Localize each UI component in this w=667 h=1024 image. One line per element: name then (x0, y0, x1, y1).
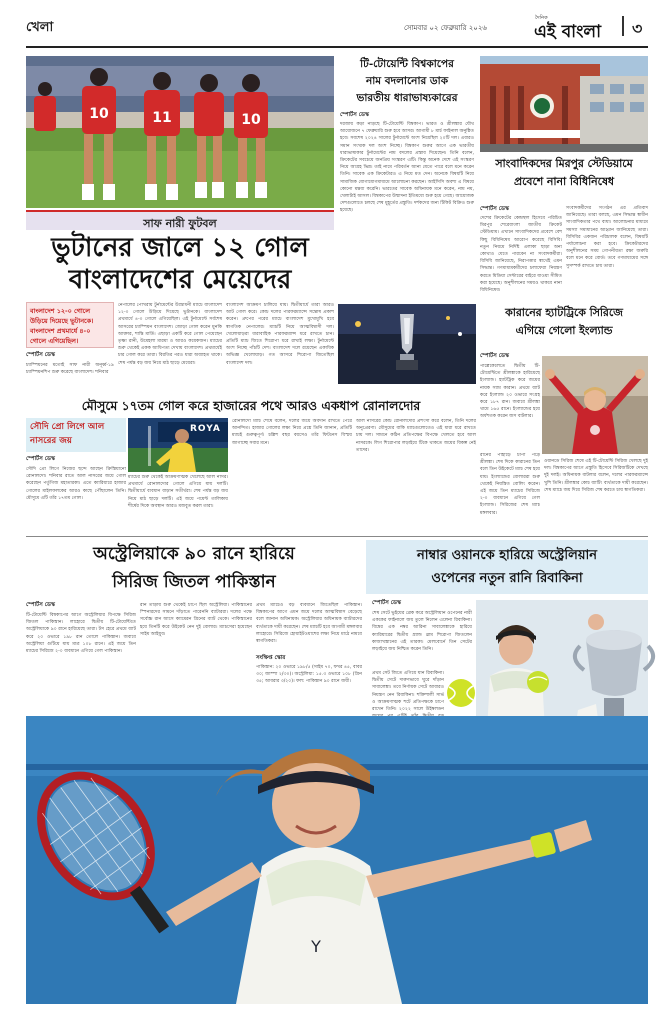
ronaldo-body-3: রোনালদো ম্যাচ শেষে বলেন, দলের জয়ে অবদান রাখতে পেরে আনন্দিত। হাজার গোলের লক্ষ্য নিয়ে প্রশ্নে তিনি জানান, প্রতিটি ম্যাচই গুরুত্বপূর্ণ। চল্লিশ বছর বয়সেও তাঁর ফিটনেস বিস্ময় জাগাচ্ছে সবার মনে। (232, 419, 352, 446)
saff-highlight-box (26, 302, 114, 348)
svg-text:10: 10 (241, 112, 261, 128)
brand-logo: এই বাংলা (534, 22, 601, 42)
rybakina-headline-line-1: নাম্বার ওয়ানকে হারিয়ে অস্ট্রেলিয়ান (416, 548, 598, 563)
pakistan-body-3: প্রথম ম্যাচেও বড় ব্যবধানে জিতেছিল পাকিস্তান। বিশ্বকাপের আগে এমন জয়ে দলের আত্মবিশ্বাস বেড়েছে বলে জানান অধিনায়ক। অস্ট্রেলিয়ার অধিনায়ক ব্যাটারদের ব্যর্থতাকে দায়ী করেছেন। শেষ ম্যাচটি হবে আগামী মঙ্গলবার লাহোরে। সিরিজে হোয়াইটওয়াশের লক্ষ্য নিয়ে মাঠে নামবে স্বাগতিকরা। (256, 603, 362, 645)
saff-body-left: চ্যাম্পিয়নের মতোই সাফ নারী অনূর্ধ্ব-১৯ চ্যাম্পিয়নশিপ শুরু করেছে বাংলাদেশ। শনিবার (26, 363, 114, 376)
england-headline-line-1: কারানের হ্যাটট্রিকে সিরিজে (505, 306, 623, 319)
ronaldo-body-4: আল নাসরের কোচ রোনালদোর প্রশংসা করে বলেন, তিনি দলের অনুপ্রেরণা। মৌসুমের বাকি ম্যাচগুলোতেও এই ধারা ধরে রাখতে চায় দল। সামনে কঠিন প্রতিপক্ষের বিপক্ষে খেলতে হবে আল নাসরকে। লিগ শিরোপার লড়াইয়ে টিকে থাকতে জয়ের বিকল্প নেই তাদের। (356, 419, 476, 453)
saff-highlight-line: গোলে এগিয়েছিল। (30, 337, 79, 345)
england-headline (480, 304, 648, 344)
saff-headline-line-2: বাংলাদেশের মেয়েদের (68, 265, 292, 295)
saff-body-mid: নেপালের পোখরায় টুর্নামেন্টের উদ্বোধনী ম্যাচে বাংলাদেশ ১২-০ গোলে উড়িয়ে দিয়েছে ভুটানকে। বাংলাদেশ প্রথমার্ধে ৪-০ গোলে এগিয়েছিল। এই টুর্নামেন্টে সর্বশেষ আসরের চ্যাম্পিয়ন বাংলাদেশ। জোড়া গোল করেন মুনকি আক্তার, শান্তি মার্ডি। এছাড়া একটি করে গোল পেয়েছেন তৃষ্ণা রানী, উমেহলা মারমা ও আরও কয়েকজন। ম্যাচের শুরু থেকেই একক আধিপত্য দেখায় বাংলাদেশ। প্রথমার্ধেই চার গোল করে তারা। বিরতির পরও ধারা অব্যাহত থাকে। শেষ পর্যন্ত বড় জয় নিয়ে মাঠ ছাড়ে মেয়েরা। (118, 303, 222, 366)
england-body-3: ওয়ানডে সিরিজ শেষে এই টি-টোয়েন্টি সিরিজ খেলছে দুই দল। বিশ্বকাপের আগে প্রস্তুতি হিসেবে সিরিজটিকে দেখছে দুই দলই। অধিনায়ক বাটলার বলেন, দলের পারফরম্যান্সে খুশি তিনি। শ্রীলঙ্কার কোচ ব্যাটিং ব্যর্থতাকে দায়ী করেছেন। শেষ ম্যাচে জয় দিয়ে সিরিজ শেষ করতে চায় স্বাগতিকরা। (544, 459, 648, 493)
t20-byline: স্পোর্টস ডেস্ক (340, 112, 369, 118)
ronaldo-photo (128, 418, 228, 472)
saff-kicker-bar (26, 210, 334, 230)
pakistan-body-1: টি-টোয়েন্টি বিশ্বকাপের আগে অস্ট্রেলিয়ার বিপক্ষে সিরিজ জিতল পাকিস্তান। লাহোরে দ্বিতীয় টি-টোয়েন্টিতে অস্ট্রেলিয়াকে ৯০ রানে হারিয়েছে তারা। টস হেরে প্রথমে ব্যাট করে ২০ ওভারে ১৯৮ রান তোলে পাকিস্তান। জবাবে অস্ট্রেলিয়া গুটিয়ে যায় মাত্র ১০৮ রানে। এই জয়ে তিন ম্যাচের সিরিজে ২-০ ব্যবধানে এগিয়ে গেল পাকিস্তান। (26, 613, 136, 655)
page-number: ৩ (632, 19, 643, 38)
ronaldo-byline: স্পোর্টস ডেস্ক (26, 456, 55, 462)
pakistan-scoreboard-title: সংক্ষিপ্ত স্কোর (256, 655, 286, 661)
pakistan-headline-line-2: সিরিজ জিতল পাকিস্তান (112, 572, 276, 592)
svg-text:10: 10 (89, 106, 109, 122)
svg-text:11: 11 (152, 110, 172, 126)
mirpur-byline: স্পোর্টস ডেস্ক (480, 206, 509, 212)
rybakina-body-1: শেষ সেটে ভুইয়ের ব্রেক করে অস্ট্রেলিয়ান ওপেনের নারী এককের ফাইনালে জয় তুলে নিলেন এলেনা রিবাকিনা। বিশ্বের এক নম্বর আরিনা সাবালেঙ্কাকে হারিয়ে ক্যারিয়ারের দ্বিতীয় গ্র্যান্ড স্লাম শিরোপা জিতলেন কাজাখস্তানের এই তারকা। মেলবোর্নে তিন সেটের লড়াইয়ে জয় নিশ্চিত করেন তিনি। (372, 611, 472, 653)
rybakina-headline-line-2: ওপেনের নতুন রানি রিবাকিনা (431, 571, 583, 586)
england-headline-line-2: এগিয়ে গেলো ইংল্যান্ড (515, 324, 613, 337)
rybakina-byline: স্পোর্টস ডেস্ক (372, 600, 401, 606)
saff-headline (26, 232, 334, 298)
curran-photo (542, 356, 648, 454)
mirpur-headline-line-2: প্রবেশে নানা বিধিনিষেধ (514, 175, 614, 188)
trophy-photo (338, 304, 476, 384)
saff-highlight-line: বাংলাদেশ ১২-০ গোলে (30, 307, 91, 315)
ronaldo-kicker-box (26, 418, 126, 452)
pakistan-body-2: রান তাড়ায় শুরু থেকেই চাপে ছিল অস্ট্রেলিয়া। পাকিস্তানের স্পিনারদের সামনে দাঁড়াতে পারেননি ব্যাটাররা। দলের পক্ষে সর্বোচ্চ রান আসে ক্যামেরন গ্রিনের ব্যাট থেকে। পাকিস্তানের হয়ে তিনটি করে উইকেট নেন দুই বোলার। ম্যাচসেরা হয়েছেন সাইম আইয়ুব। (140, 603, 252, 637)
ronaldo-kicker-line-1: সৌদি প্রো লিগে আল (30, 422, 105, 432)
brand-small: দৈনিক (535, 15, 548, 21)
ronaldo-kicker-line-2: নাসরের জয় (30, 436, 72, 446)
england-byline: স্পোর্টস ডেস্ক (480, 353, 509, 359)
mirpur-headline-line-1: সাংবাদিকদের মিরপুর স্টেডিয়ামে (495, 157, 633, 170)
rybakina-action-photo (26, 716, 648, 1004)
saff-body-right: বাংলাদেশ আক্রমণ চালিয়ে যায়। দ্বিতীয়ার্ধে তারা আরও আট গোল করে। কোচ দলের পারফরম্যান্সে সন্তোষ প্রকাশ করেন। গ্রুপের পরের ম্যাচে বাংলাদেশ মুখোমুখি হবে স্বাগতিক নেপালের। ম্যাচটি নিয়ে আত্মবিশ্বাসী দল। খেলোয়াড়রা ধারাবাহিক পারফরম্যান্স ধরে রাখতে চান। প্রতিটি ম্যাচ জিতে শিরোপা ধরে রাখাই লক্ষ্য। টুর্নামেন্টে অংশ নিচ্ছে পাঁচটি দেশ। বাংলাদেশ দলে রয়েছেন একাধিক অভিজ্ঞ খেলোয়াড়। গত আসরে শিরোপা জিতেছিল বাংলাদেশ দল। (226, 303, 334, 366)
ronaldo-photo-logo: ROYA (190, 424, 221, 434)
section-rule (26, 536, 648, 537)
england-body-1: পাল্লেকেলেতে দ্বিতীয় টি-টোয়েন্টিতে শ্রীলঙ্কাকে হারিয়েছে ইংল্যান্ড। হ্যাটট্রিক করে জয়ের নায়ক স্যাম কারান। প্রথমে ব্যাট করে ইংল্যান্ড ২০ ওভারে সংগ্রহ করে ১৮৭ রান। জবাবে শ্রীলঙ্কা থামে ১৬৫ রানে। ইংল্যান্ডের হয়ে অর্ধশতক করেন জস বাটলার। (480, 364, 540, 420)
football-photo (26, 56, 334, 208)
t20-headline-line-2: নাম বদলানোর ডাক (365, 75, 449, 87)
pakistan-score: পাকিস্তান: ২০ ওভারে ১৯৮/৫ (সাইম ৭০, ফখর ৪৫, বাবর ৩০; জাম্পা ২/৩০)। অস্ট্রেলিয়া: ১৫.৩ ওভারে ১০৮ (গ্রিন ৩৫; আবরার ৩/২০)। ফল: পাকিস্তান ৯০ রানে জয়ী। (256, 665, 362, 685)
england-body-2: রানের পাহাড়ে চাপা পড়ে শ্রীলঙ্কা। শেষ দিকে কারানের তিন বলে তিন উইকেটে ম্যাচ শেষ হয়ে যায়। ইংল্যান্ডের বোলাররা শুরু থেকেই নিয়ন্ত্রিত বোলিং করেন। এই জয়ে তিন ম্যাচের সিরিজে ২-০ ব্যবধানে এগিয়ে গেল ইংল্যান্ড। সিরিজের শেষ ম্যাচ মঙ্গলবার। (480, 453, 540, 516)
page-number-divider (622, 16, 624, 36)
masthead (26, 14, 648, 44)
rybakina-headline-box (366, 540, 648, 594)
issue-date: সোমবার ০২ ফেব্রুয়ারি ২০২৬ (404, 24, 487, 32)
saff-headline-line-1: ভুটানের জালে ১২ গোল (51, 233, 309, 263)
t20-headline-line-1: টি-টোয়েন্টি বিশ্বকাপের (360, 58, 454, 70)
stadium-photo (480, 56, 648, 152)
mirpur-body-2: সংবাদকর্মীদের সংগঠন এর প্রতিবাদ জানিয়েছে। তারা বলছে, এমন সিদ্ধান্ত স্বাধীন সাংবাদিকতার পথে বাধা। আলোচনার মাধ্যমে সমস্যা সমাধানের আহ্বান জানিয়েছে তারা। বিসিবির একজন পরিচালক বলেন, বিষয়টি পর্যালোচনা করা হবে। ক্রিকেটারদের অনুশীলনের সময় গোপনীয়তা রক্ষা জরুরি বলে মনে করে বোর্ড। তবে গণমাধ্যমের সঙ্গে সুসম্পর্ক রাখতে চায় তারা। (566, 206, 648, 269)
mirpur-headline (480, 155, 648, 199)
ronaldo-headline: মৌসুমে ১৭তম গোল করে হাজারের পথে আরও একধাপ রোনালদোর (81, 398, 421, 413)
svg-text:Y: Y (311, 937, 321, 956)
mirpur-body-1: দেশের ক্রিকেটের কেন্দ্রস্থল হিসেবে পরিচিত মিরপুর শেরেবাংলা জাতীয় ক্রিকেট স্টেডিয়াম। এখানে সাংবাদিকদের প্রবেশে বেশ কিছু বিধিনিষেধ আরোপ করেছে বিসিবি। নতুন নিয়মে নির্দিষ্ট এলাকা ছাড়া অন্য কোথাও যেতে পারবেন না সংবাদকর্মীরা। বিসিবি জানিয়েছে, নিরাপত্তার স্বার্থেই এমন সিদ্ধান্ত। গণমাধ্যমকর্মীদের চলাফেরা নিয়ন্ত্রণ করতে মিডিয়া সেন্টারের বাইরে যাওয়া সীমিত করা হয়েছে। অনুশীলনের সময়ও থাকবে নানা বিধিনিষেধ। (480, 216, 562, 294)
masthead-rule (26, 46, 648, 48)
saff-byline: স্পোর্টস ডেস্ক (26, 352, 55, 358)
saff-highlight-line: বাংলাদেশ প্রথমার্ধে ৪-০ (30, 327, 91, 335)
ronaldo-body-2: ম্যাচের শুরু থেকেই আক্রমণাত্মক খেলেছে আল নাসর। প্রথমার্ধে রোনালদোর গোলে এগিয়ে যায় দলটি। দ্বিতীয়ার্ধে ব্যবধান বাড়ান সতীর্থরা। শেষ পর্যন্ত বড় জয় নিয়ে মাঠ ছাড়ে দলটি। এই জয়ে পয়েন্ট তালিকায় শীর্ষের দিকে অবস্থান আরও মজবুত করল তারা। (128, 475, 228, 509)
t20-body: দরজায় কড়া নাড়ছে টি-টোয়েন্টি বিশ্বকাপ। ভারত ও শ্রীলঙ্কার যৌথ আয়োজনে ৭ ফেব্রুয়ারি শুরু হবে আসর। আগামী ৮ মার্চ ফাইনাল অনুষ্ঠিত হবে। সবশেষ ২০২৪ সালের টুর্নামেন্টে অংশ নিয়েছিল ২০টি দল। এবারও সমান সংখ্যক দল অংশ নিচ্ছে। বিশ্বকাপ শুরুর আগে এক ভারতীয় ধারাভাষ্যকার টুর্নামেন্টের নাম বদলের প্রস্তাব দিয়েছেন। তিনি বলেন, ক্রিকেটের সবচেয়ে জনপ্রিয় সংস্করণ এটি। কিন্তু অনেক দেশে এই সংস্করণ নিয়ে আগ্রহ ভিন্ন। তাই নামে পরিবর্তন আনা যেতে পারে বলে মনে করেন তিনি। সাবেক এক ক্রিকেটারও এ নিয়ে মত দেন। অনেকে বিষয়টি নিয়ে সামাজিক যোগাযোগমাধ্যমে আলোচনা করছেন। আইসিসি অবশ্য এ বিষয়ে কোনো মন্তব্য করেনি। ভারতের সাবেক অধিনায়ক মনে করেন, নাম নয়, খেলাটাই আসল। বিশ্বকাপের উন্মাদনা ইতিমধ্যে শুরু হয়ে গেছে। আয়োজক দেশগুলোতে চলছে শেষ মুহূর্তের প্রস্তুতি। দর্শকদের জন্য টিকিট বিক্রিও শুরু হয়েছে। (340, 122, 475, 214)
section-name: খেলা (26, 20, 54, 35)
pakistan-headline (26, 540, 362, 596)
tennis-ball-icon (446, 678, 476, 708)
pakistan-byline: স্পোর্টস ডেস্ক (26, 602, 55, 608)
rybakina-body-2: প্রথম সেট জিতে এগিয়ে যান রিবাকিনা। দ্বিতীয় সেটে দারুণভাবে ঘুরে দাঁড়ান সাবালেঙ্কা। তবে নির্ণায়ক সেটে আবারও নিয়ন্ত্রণ নেন রিবাকিনা। শক্তিশালী সার্ভ ও আক্রমণাত্মক শটে প্রতিপক্ষকে চাপে রাখেন তিনি। ২০২২ সালে উইম্বলডন (372, 671, 444, 713)
ronaldo-body-1: সৌদি প্রো লিগে নিজের ছন্দে আছেন ক্রিস্তিয়ানো রোনালদো। শনিবার রাতে আল নাসরের জয়ে গোল করেছেন পর্তুগিজ মহাতারকা। এতে ক্যারিয়ারে হাজার গোলের মাইলফলকের আরও কাছে পৌঁছালেন তিনি। মৌসুমে এটি তাঁর ১৭তম গোল। (26, 467, 126, 501)
pakistan-headline-line-1: অস্ট্রেলিয়াকে ৯০ রানে হারিয়ে (93, 544, 295, 564)
saff-highlight-line: উড়িয়ে দিয়েছে ভুটানকে। (30, 317, 94, 325)
saff-kicker: সাফ নারী ফুটবল (143, 217, 217, 230)
t20-headline-line-3: ভারতীয় ধারাভাষ্যকারের (356, 92, 458, 104)
t20-headline (338, 56, 476, 110)
